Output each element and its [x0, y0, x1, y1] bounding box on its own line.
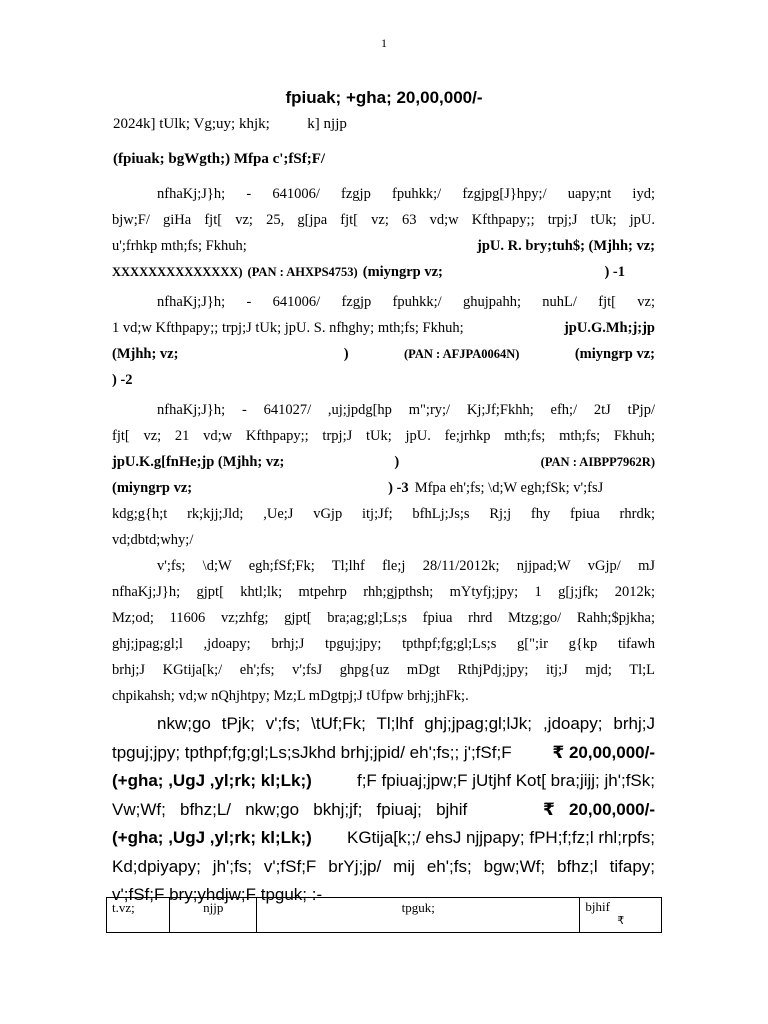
date-line: 2024k] tUlk; Vg;uy; khjk; k] njjp — [113, 116, 347, 132]
party-2-paragraph — [112, 289, 655, 393]
para3-line2: fjt[ vz; 21 vd;w Kfthpapy;; trpj;J tUk; jpU. fe;jrhkp mth;fs; mth;fs; Fkhuh; — [112, 428, 655, 444]
rupee-icon: ₹ — [617, 914, 625, 927]
para4-line6: chpikahsh; vd;w nQhjhtpy; Mz;L mDgtpj;J tUfpw brhj;jhFk;. — [112, 688, 469, 704]
ownership-paragraph — [112, 553, 655, 709]
party-1-paragraph — [112, 181, 655, 285]
para5-line3: (+gha; ,UgJ ,yl;rk; kl;Lk;) f;F fpiuaj;jpw;F jUtjhf Kot[ bra;jijj; jh';fSk; — [112, 771, 655, 790]
para5-line5: (+gha; ,UgJ ,yl;rk; kl;Lk;) KGtija[k;;/ ehsJ njjpapy; fPH;f;fz;l rhl;rpfs; — [112, 828, 655, 847]
para5-line1: nkw;go tPjk; v';fs; \tUf;Fk; Tl;lhf ghj;jpag;gl;lJk; ,jdoapy; brhj;J — [157, 714, 655, 733]
para3-line6: vd;dbtd;why;/ — [112, 532, 194, 548]
para5-line6: Kd;dpiyapy; jh';fs; v';fSf;F brYj;jp/ mij eh';fs; bgw;Wf; bfhz;l tifapy; — [112, 856, 655, 876]
para1-line1: nfhaKj;J}h; - 641006/ fzgjp fpuhkk;/ fzgjpg[J}hpy;/ uapy;nt iyd; — [157, 186, 655, 202]
para1-line3: u';frhkp mth;fs; Fkhuh; jpU. R. bry;tuh$; (Mjhh; vz; — [112, 233, 655, 259]
para3-line1: nfhaKj;J}h; - 641027/ ,uj;jpdg[hp m";ry;/ Kj;Jf;Fkhh; efh;/ 2tJ tPjp/ — [157, 402, 655, 418]
party-3-paragraph — [112, 397, 655, 553]
page-number: 1 — [381, 36, 387, 50]
party-2-name: jpU.G.Mh;j;jp — [563, 320, 655, 336]
para4-line2: nfhaKj;J}h; gjpt[ khtl;lk; mtpehrp rhh;gjpthsh; mYtyfj;jpy; 1 g[j;jfk; 2012k; — [112, 584, 655, 600]
party-3-name: jpU.K.g[fnHe;jp (Mjhh; vz; — [112, 454, 285, 470]
para5-line7: v';fSf;F bry;yhdjw;F tpguk; :- — [112, 885, 323, 904]
document-title: fpiuak; +gha; 20,00,000/- — [285, 88, 483, 107]
para4-line4: ghj;jpag;gl;l ,jdoapy; brhj;J tpguj;jpy; tpthpf;fg;gl;Ls;s g[";ir g{kp tifawh — [112, 636, 655, 652]
header-date: njjp — [170, 898, 257, 933]
payment-paragraph — [112, 710, 655, 910]
para2-line3: (Mjhh; vz; ) (PAN : AFJPA0064N) (miyngrp vz; — [112, 346, 655, 362]
para3-line4: (miyngrp vz; ) -3 Mfpa eh';fs; \d;W egh;fSk; v';fsJ — [112, 480, 604, 496]
header-serial: t.vz; — [107, 898, 170, 933]
para1-line2: bjw;F/ giHa fjt[ vz; 25, g[jpa fjt[ vz; 63 vd;w Kfthpapy;; trpj;J tUk; jpU. — [112, 212, 655, 228]
amount-2: ₹ 20,00,000/- — [542, 799, 655, 819]
para3-line5: kdg;g{h;t rk;kjj;Jld; ,Ue;J vGjp itj;Jf; bfhLj;Js;s Rj;j fhy fpiua rhrdk; — [112, 506, 655, 522]
para5-line4: Vw;Wf; bfhz;L/ nkw;go bkhj;jf; fpiuaj; bjhif ₹ 20,00,000/- — [112, 796, 655, 825]
para2-line2: 1 vd;w Kfthpapy;; trpj;J tUk; jpU. S. nfhghy; mth;fs; Fkhuh; jpU.G.Mh;j;jp — [112, 315, 655, 341]
para5-line2: tpguj;jpy; tpthpf;fg;gl;Ls;sJkhd brhj;jpid/ eh';fs;; j';fSf;F ₹ 20,00,000/- — [112, 739, 655, 768]
header-details: tpguk; — [257, 898, 580, 933]
addressee-line: (fpiuak; bgWgth;) Mfpa c';fSf;F/ — [113, 151, 326, 167]
para2-line1: nfhaKj;J}h; - 641006/ fzgjp fpuhkk;/ ghujpahh; nuhL/ fjt[ vz; — [157, 294, 655, 310]
para4-line3: Mz;od; 11606 vz;zhfg; gjpt[ bra;ag;gl;Ls;s fpiua rhrd Mtzg;go/ Rahh;$pjkha; — [112, 610, 655, 626]
header-amount: bjhif ₹ — [580, 898, 662, 933]
party-1-name: jpU. R. bry;tuh$; (Mjhh; vz; — [476, 238, 655, 254]
para3-line3: jpU.K.g[fnHe;jp (Mjhh; vz; ) (PAN : AIBPP7962R) — [112, 449, 655, 475]
payment-table — [106, 897, 662, 933]
para4-line1: v';fs; \d;W egh;fSf;Fk; Tl;lhf fle;j 28/11/2012k; njjpad;W vGjp/ mJ — [157, 558, 655, 574]
para1-line4: XXXXXXXXXXXXXX) (PAN : AHXPS4753) (miyngrp vz; ) -1 — [112, 264, 625, 280]
table-header-row — [107, 898, 662, 933]
para2-line4: ) -2 — [112, 372, 133, 388]
amount-1: ₹ 20,00,000/- — [552, 742, 655, 762]
para4-line5: brhj;J KGtija[k;/ eh';fs; v';fsJ ghpg{uz mDgt RthjPdj;jpy; itj;J mjd; Tl;L — [112, 662, 655, 678]
